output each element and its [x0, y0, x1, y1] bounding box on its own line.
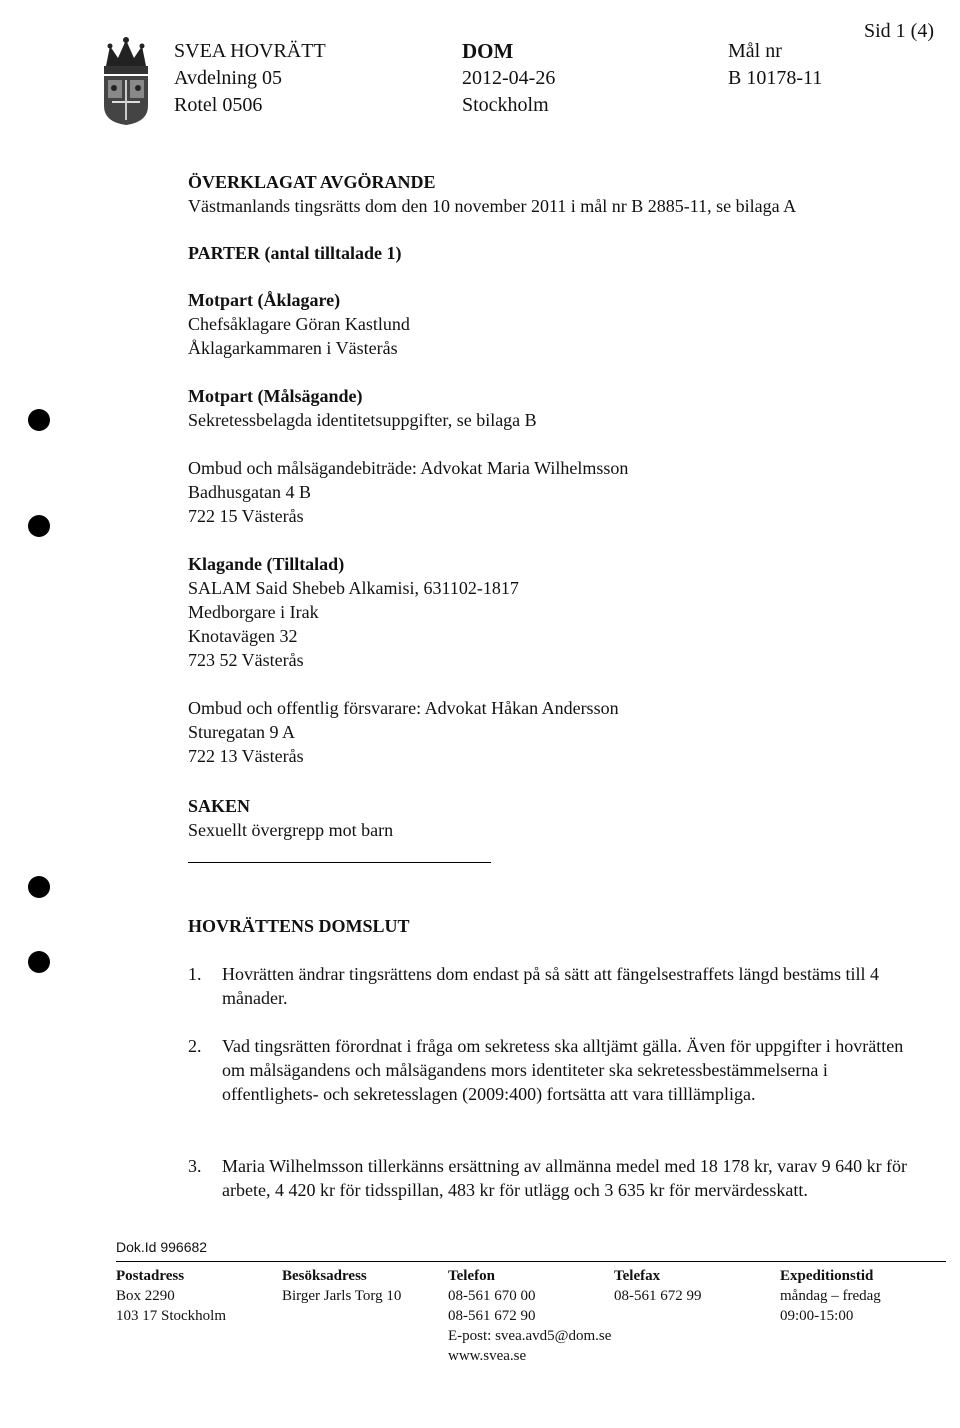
case-block [728, 38, 822, 92]
verdict-item-number: 2. [188, 1036, 202, 1056]
footer-line: 08-561 672 90 [448, 1308, 536, 1324]
appealed-text: Västmanlands tingsrätts dom den 10 november 2011 i mål nr B 2885-11, se bilaga A [188, 196, 797, 216]
doc-city: Stockholm [462, 94, 549, 116]
footer-label: Besöksadress [282, 1268, 367, 1284]
doc-block [462, 38, 555, 119]
verdict-item-text: Maria Wilhelmsson tillerkänns ersättning av allmänna medel med 18 178 kr, varav 9 640 kr för arbete, 4 420 kr för tidsspillan, 483 kr för utlägg och 3 635 kr för mervärdesskatt. [222, 1156, 908, 1200]
punch-hole [28, 951, 50, 973]
unit: Rotel 0506 [174, 94, 263, 116]
footer-line: Birger Jarls Torg 10 [282, 1288, 402, 1304]
footer-fax [614, 1266, 702, 1306]
division: Avdelning 05 [174, 67, 282, 89]
verdict-item-number: 3. [188, 1156, 202, 1176]
appealed-heading: ÖVERKLAGAT AVGÖRANDE [188, 172, 436, 192]
footer-label: Expeditionstid [780, 1268, 874, 1284]
court-name: SVEA HOVRÄTT [174, 40, 326, 62]
doc-id: Dok.Id 996682 [116, 1239, 208, 1255]
victim-counsel-name: Ombud och målsägandebiträde: Advokat Maria Wilhelmsson [188, 458, 629, 478]
appellant-street: Knotavägen 32 [188, 626, 298, 646]
doc-date: 2012-04-26 [462, 67, 556, 89]
doc-type: DOM [462, 39, 514, 63]
footer-postal [116, 1266, 226, 1326]
footer-line: måndag – fredag [780, 1288, 881, 1304]
page-number: Sid 1 (4) [864, 20, 934, 42]
verdict-item-text: Vad tingsrätten förordnat i fråga om sekretess ska alltjämt gälla. Även för uppgifter i hovrätten om målsägandens och målsägandens mors identiteter ska sekretessbestämmelserna i offentlighets- och sekretesslagen (2009:400) fortsätta att vara tilllämpliga. [222, 1036, 904, 1104]
court-crest-logo [98, 36, 154, 126]
defender-name: Ombud och offentlig försvarare: Advokat Håkan Andersson [188, 698, 619, 718]
prosecutor-name: Chefsåklagare Göran Kastlund [188, 314, 410, 334]
appellant-name: SALAM Said Shebeb Alkamisi, 631102-1817 [188, 578, 519, 598]
footer-label: Telefax [614, 1268, 661, 1284]
footer-line: Box 2290 [116, 1288, 175, 1304]
victim-counsel-city: 722 15 Västerås [188, 506, 304, 526]
footer-hours [780, 1266, 881, 1326]
verdict-heading: HOVRÄTTENS DOMSLUT [188, 916, 410, 936]
appellant-heading: Klagande (Tilltalad) [188, 554, 345, 574]
footer-label: Telefon [448, 1268, 495, 1284]
parties-heading: PARTER (antal tilltalade 1) [188, 243, 402, 263]
appellant-city: 723 52 Västerås [188, 650, 304, 670]
defender-street: Sturegatan 9 A [188, 722, 295, 742]
prosecutor-heading: Motpart (Åklagare) [188, 290, 341, 310]
matter-text: Sexuellt övergrepp mot barn [188, 820, 394, 840]
case-label: Mål nr [728, 40, 782, 62]
footer-line: 09:00-15:00 [780, 1308, 854, 1324]
victim-heading: Motpart (Målsägande) [188, 386, 363, 406]
punch-hole [28, 876, 50, 898]
matter-heading: SAKEN [188, 796, 251, 816]
appellant-citizenship: Medborgare i Irak [188, 602, 319, 622]
footer-visit [282, 1266, 401, 1306]
victim-line: Sekretessbelagda identitetsuppgifter, se bilaga B [188, 410, 537, 430]
footer-label: Postadress [116, 1268, 185, 1284]
footer-rule [116, 1261, 946, 1262]
punch-hole [28, 409, 50, 431]
defender-city: 722 13 Västerås [188, 746, 304, 766]
footer-phone [448, 1266, 611, 1366]
footer-line: 08-561 670 00 [448, 1288, 536, 1304]
verdict-item-number: 1. [188, 964, 202, 984]
footer-line: 103 17 Stockholm [116, 1308, 227, 1324]
footer-line: 08-561 672 99 [614, 1288, 702, 1304]
section-divider [188, 862, 491, 863]
verdict-item-text: Hovrätten ändrar tingsrättens dom endast på så sätt att fängelsestraffets längd bestäms till 4 månader. [222, 964, 879, 1008]
footer-website-link[interactable]: www.svea.se [448, 1348, 527, 1364]
victim-counsel-street: Badhusgatan 4 B [188, 482, 311, 502]
court-block [174, 38, 326, 119]
case-number: B 10178-11 [728, 67, 823, 89]
prosecutor-office: Åklagarkammaren i Västerås [188, 338, 398, 358]
footer-email[interactable]: E-post: svea.avd5@dom.se [448, 1328, 612, 1344]
punch-hole [28, 515, 50, 537]
